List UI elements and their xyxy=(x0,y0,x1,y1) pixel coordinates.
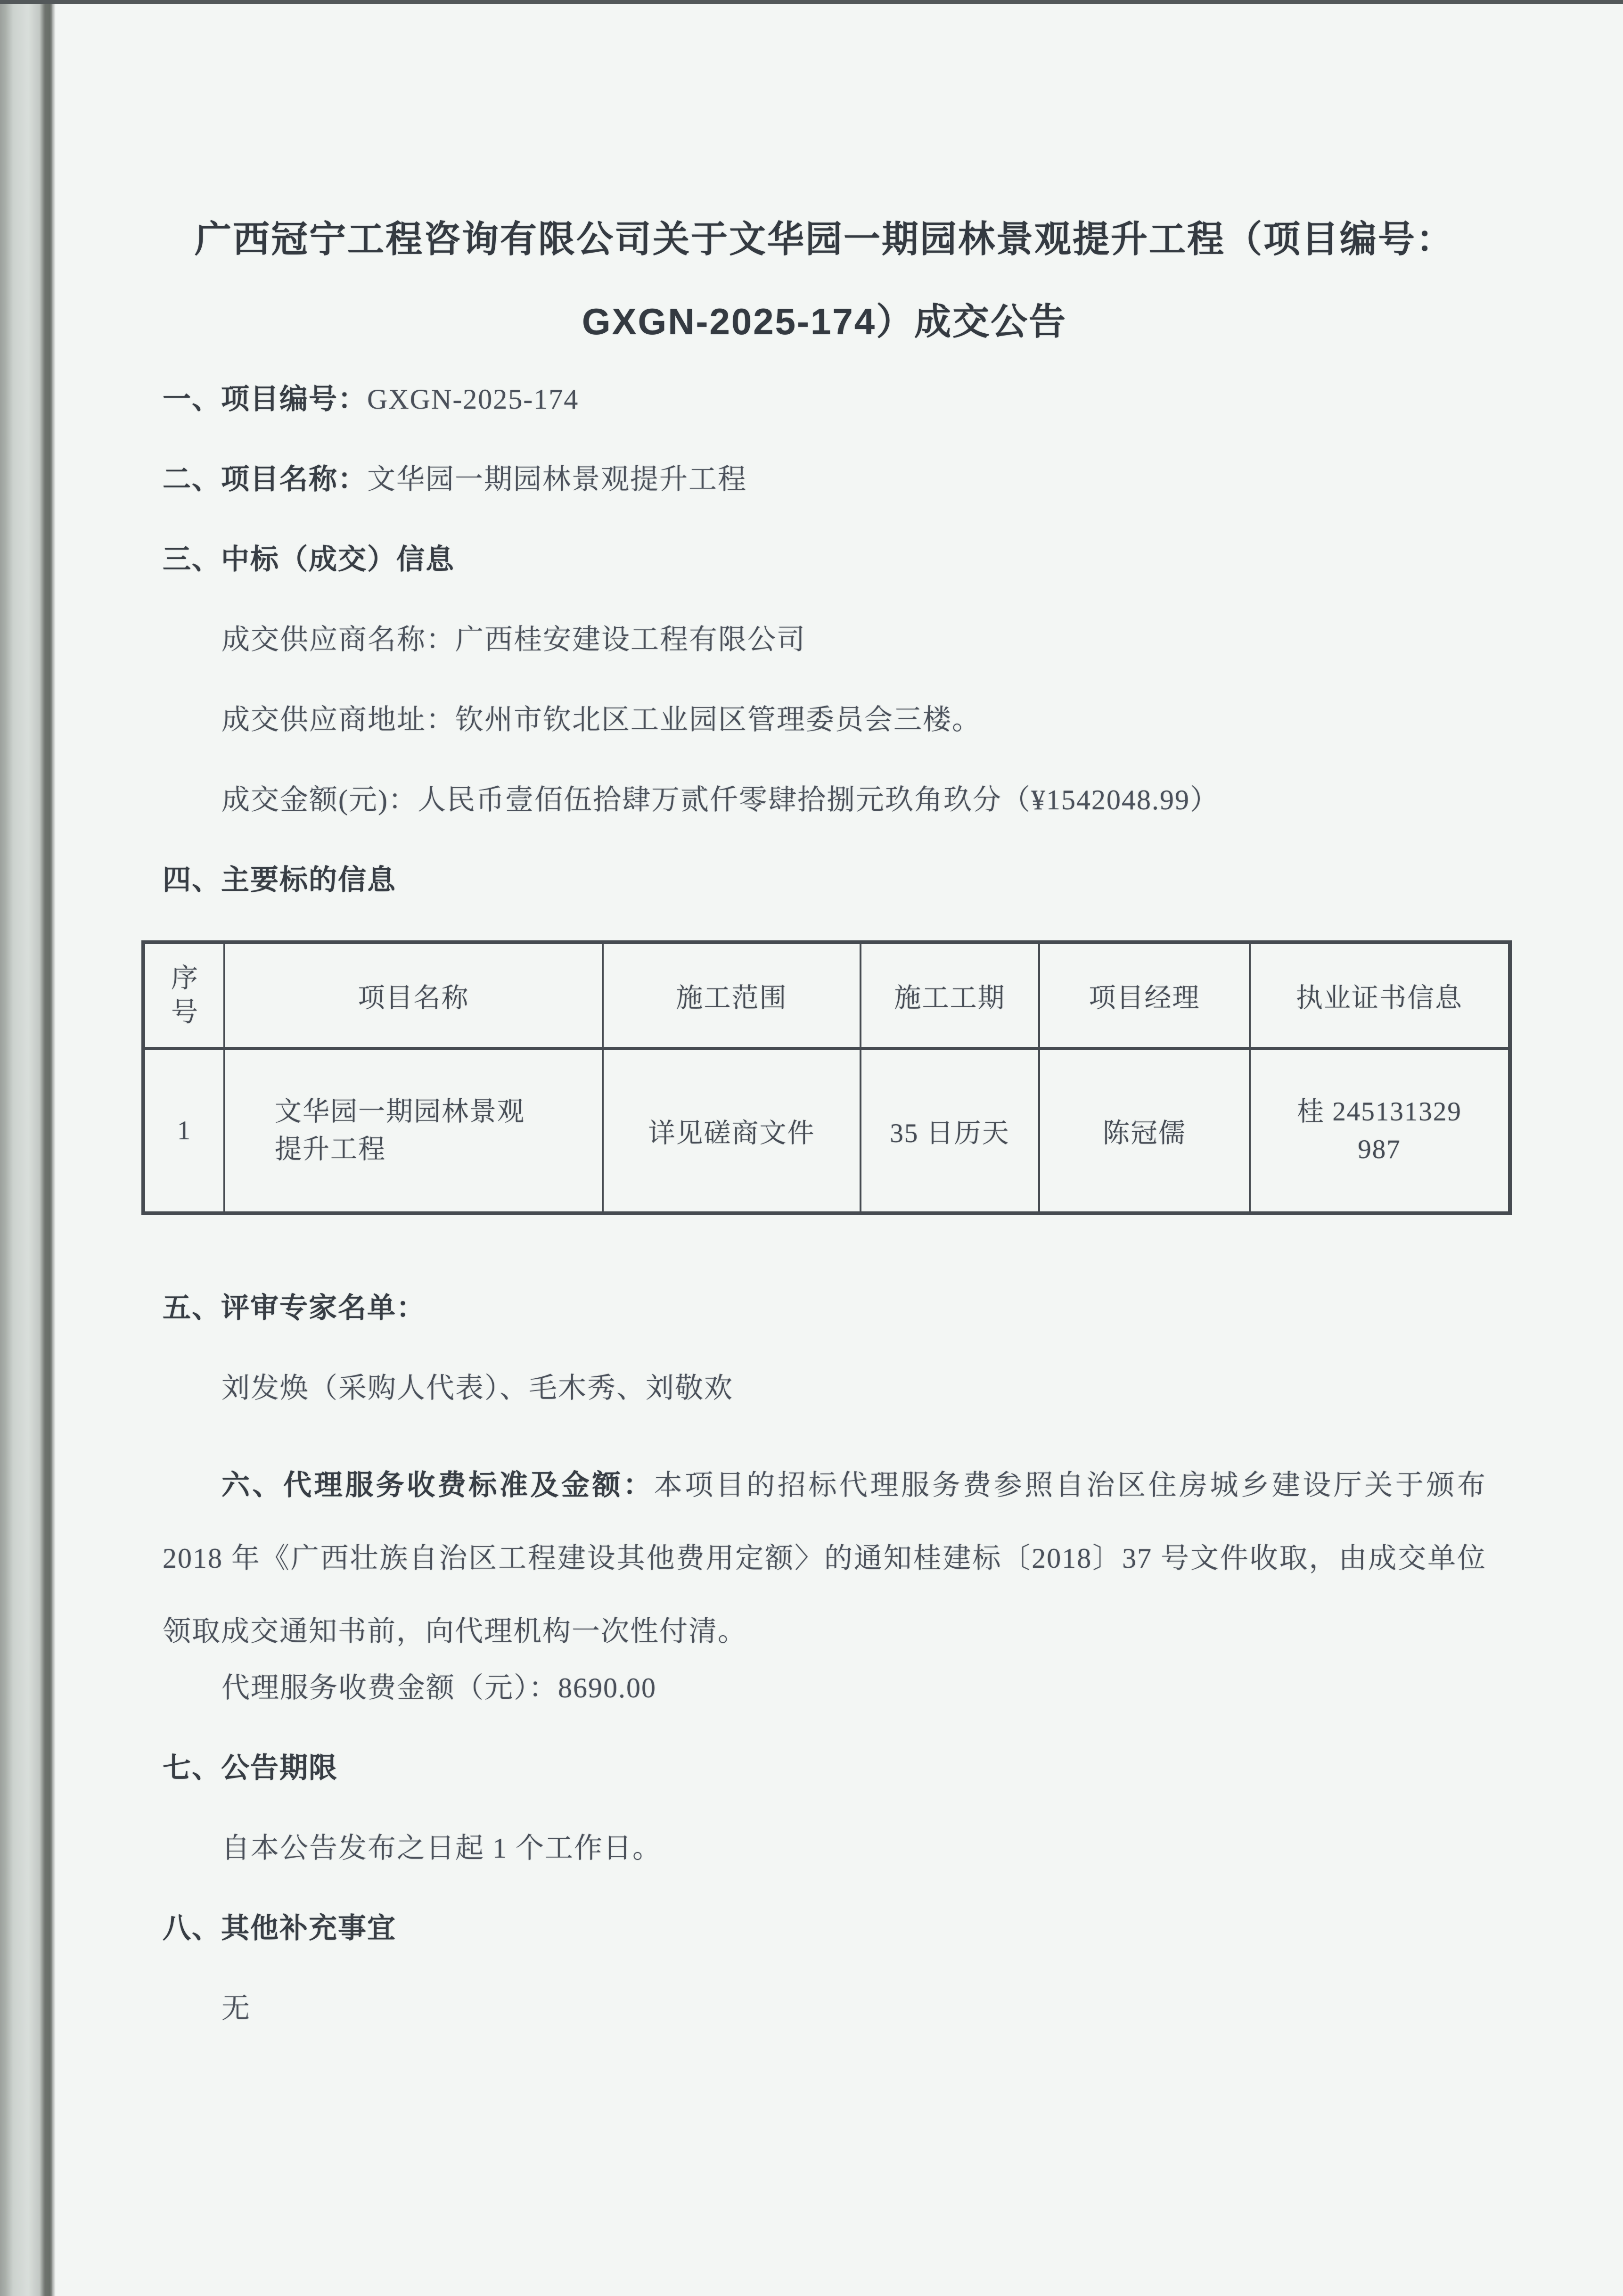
other-matters-value: 无 xyxy=(221,1993,251,2024)
table-header-certificate: 执业证书信息 xyxy=(1250,942,1510,1048)
section-announcement-period-heading xyxy=(163,1748,1486,1788)
table-header-seq: 序号 xyxy=(143,942,224,1048)
certificate-number: 桂 245131329987 xyxy=(1297,1096,1462,1164)
table-cell-certificate xyxy=(1250,1048,1510,1213)
supplier-address-line: 成交供应商地址：钦州市钦北区工业园区管理委员会三楼。 xyxy=(221,704,981,735)
table-cell-seq: 1 xyxy=(143,1048,224,1213)
supplier-name-line: 成交供应商名称：广西桂安建设工程有限公司 xyxy=(221,624,806,655)
section-project-name xyxy=(163,460,1486,499)
agency-fee-text: 本项目的招标代理服务费参照自治区住房城乡建设厅关于颁布 2018 年《广西壮族自治区工程建设其他费用定额〉的通知桂建标〔2018〕37 号文件收取，由成交单位领取成交通知书前，向代理机构一次性付清。 xyxy=(163,1470,1487,1647)
table-header-project-name: 项目名称 xyxy=(224,942,603,1048)
project-number-label: 一、项目编号： xyxy=(163,383,367,415)
other-matters-label: 八、其他补充事宜 xyxy=(163,1912,396,1944)
table-header-manager: 项目经理 xyxy=(1039,942,1250,1048)
title-line-2: GXGN-2025-174）成交公告 xyxy=(582,301,1067,342)
award-amount-line: 成交金额(元)：人民币壹佰伍拾肆万贰仟零肆拾捌元玖角玖分（¥1542048.99） xyxy=(221,784,1219,815)
table-cell-scope: 详见磋商文件 xyxy=(603,1048,861,1213)
announcement-period-value: 自本公告发布之日起 1 个工作日。 xyxy=(221,1833,662,1864)
section-project-number xyxy=(163,379,1486,419)
project-name-label: 二、项目名称： xyxy=(163,463,367,495)
agency-fee-amount-line: 代理服务收费金额（元）：8690.00 xyxy=(221,1672,656,1703)
agency-fee-label: 六、代理服务收费标准及金额： xyxy=(221,1469,654,1501)
project-number-value: GXGN-2025-174 xyxy=(367,384,579,415)
section-subject-info-heading xyxy=(163,860,1486,900)
document-title xyxy=(163,198,1486,363)
title-line-1: 广西冠宁工程咨询有限公司关于文华园一期园林景观提升工程（项目编号： xyxy=(194,218,1454,260)
section-award-info-heading xyxy=(163,540,1486,579)
bid-subject-table xyxy=(141,940,1512,1215)
experts-label: 五、评审专家名单： xyxy=(163,1292,426,1324)
section-experts-heading xyxy=(163,1288,1486,1328)
table-header-duration: 施工工期 xyxy=(861,942,1039,1048)
table-header-scope: 施工范围 xyxy=(603,942,861,1048)
table-cell-project-name: 文华园一期园林景观提升工程 xyxy=(224,1048,603,1213)
table-cell-manager: 陈冠儒 xyxy=(1039,1048,1250,1213)
table-header-row xyxy=(143,942,1510,1048)
experts-list-line: 刘发焕（采购人代表）、毛木秀、刘敬欢 xyxy=(221,1373,733,1404)
award-info-label: 三、中标（成交）信息 xyxy=(163,543,455,575)
subject-info-label: 四、主要标的信息 xyxy=(163,864,396,896)
table-row xyxy=(143,1048,1510,1213)
announcement-period-label: 七、公告期限 xyxy=(163,1752,338,1784)
section-other-matters-heading xyxy=(163,1909,1486,1948)
table-cell-duration: 35 日历天 xyxy=(861,1048,1039,1213)
project-name-value: 文华园一期园林景观提升工程 xyxy=(367,464,747,495)
section-agency-fee-paragraph xyxy=(163,1448,1486,1668)
